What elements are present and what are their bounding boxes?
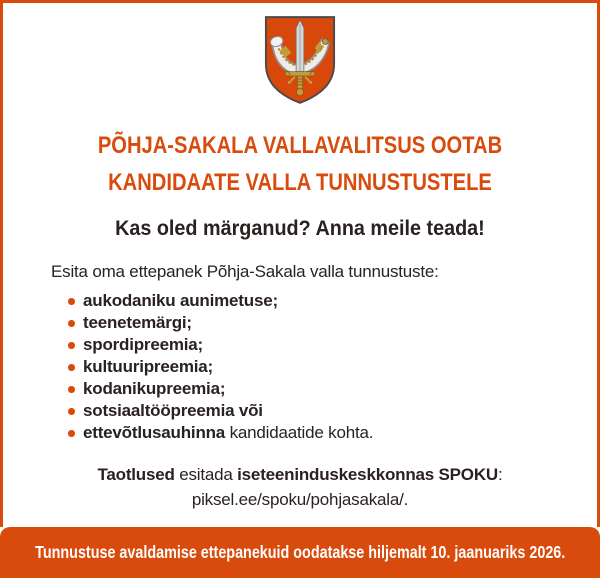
page-title xyxy=(3,127,597,201)
apply-line: Taotlused esitada iseteeninduskeskkonnas SPOKU: xyxy=(97,465,503,484)
list-item-ettevotlusauhind: ettevõtlusauhinna kandidaatide kohta. xyxy=(68,422,549,444)
list-item-sotsiaaltoopreemia: sotsiaaltööpreemia või xyxy=(68,400,549,422)
pohja-sakala-crest-icon xyxy=(263,15,337,105)
subtitle-text: Kas oled märganud? Anna meile teada! xyxy=(115,216,485,240)
intro-text: Esita oma ettepanek Põhja-Sakala valla tunnustuste: xyxy=(51,262,439,281)
deadline-text: Tunnustuse avaldamise ettepanekuid oodatakse hiljemalt 10. jaanuariks 2026. xyxy=(34,542,566,562)
body-block xyxy=(51,261,549,444)
list-item-teenetemark: teenetemärgi; xyxy=(68,312,549,334)
list-item-aukodaniku: aukodaniku aunimetuse; xyxy=(68,290,549,312)
apply-info xyxy=(3,463,597,512)
list-item-kodanikupreemia: kodanikupreemia; xyxy=(68,378,549,400)
apply-url: piksel.ee/spoku/pohjasakala/. xyxy=(191,489,409,509)
list-item-kultuuripreemia: kultuuripreemia; xyxy=(68,356,549,378)
page-title-line-1: PÕHJA-SAKALA VALLAVALITSUS OOTAB xyxy=(97,132,503,159)
subtitle xyxy=(3,216,597,241)
deadline-banner xyxy=(0,527,600,578)
page-title-line-2: KANDIDAATE VALLA TUNNUSTUSTELE xyxy=(108,169,492,196)
award-list xyxy=(51,290,549,444)
list-item-spordipreemia: spordipreemia; xyxy=(68,334,549,356)
